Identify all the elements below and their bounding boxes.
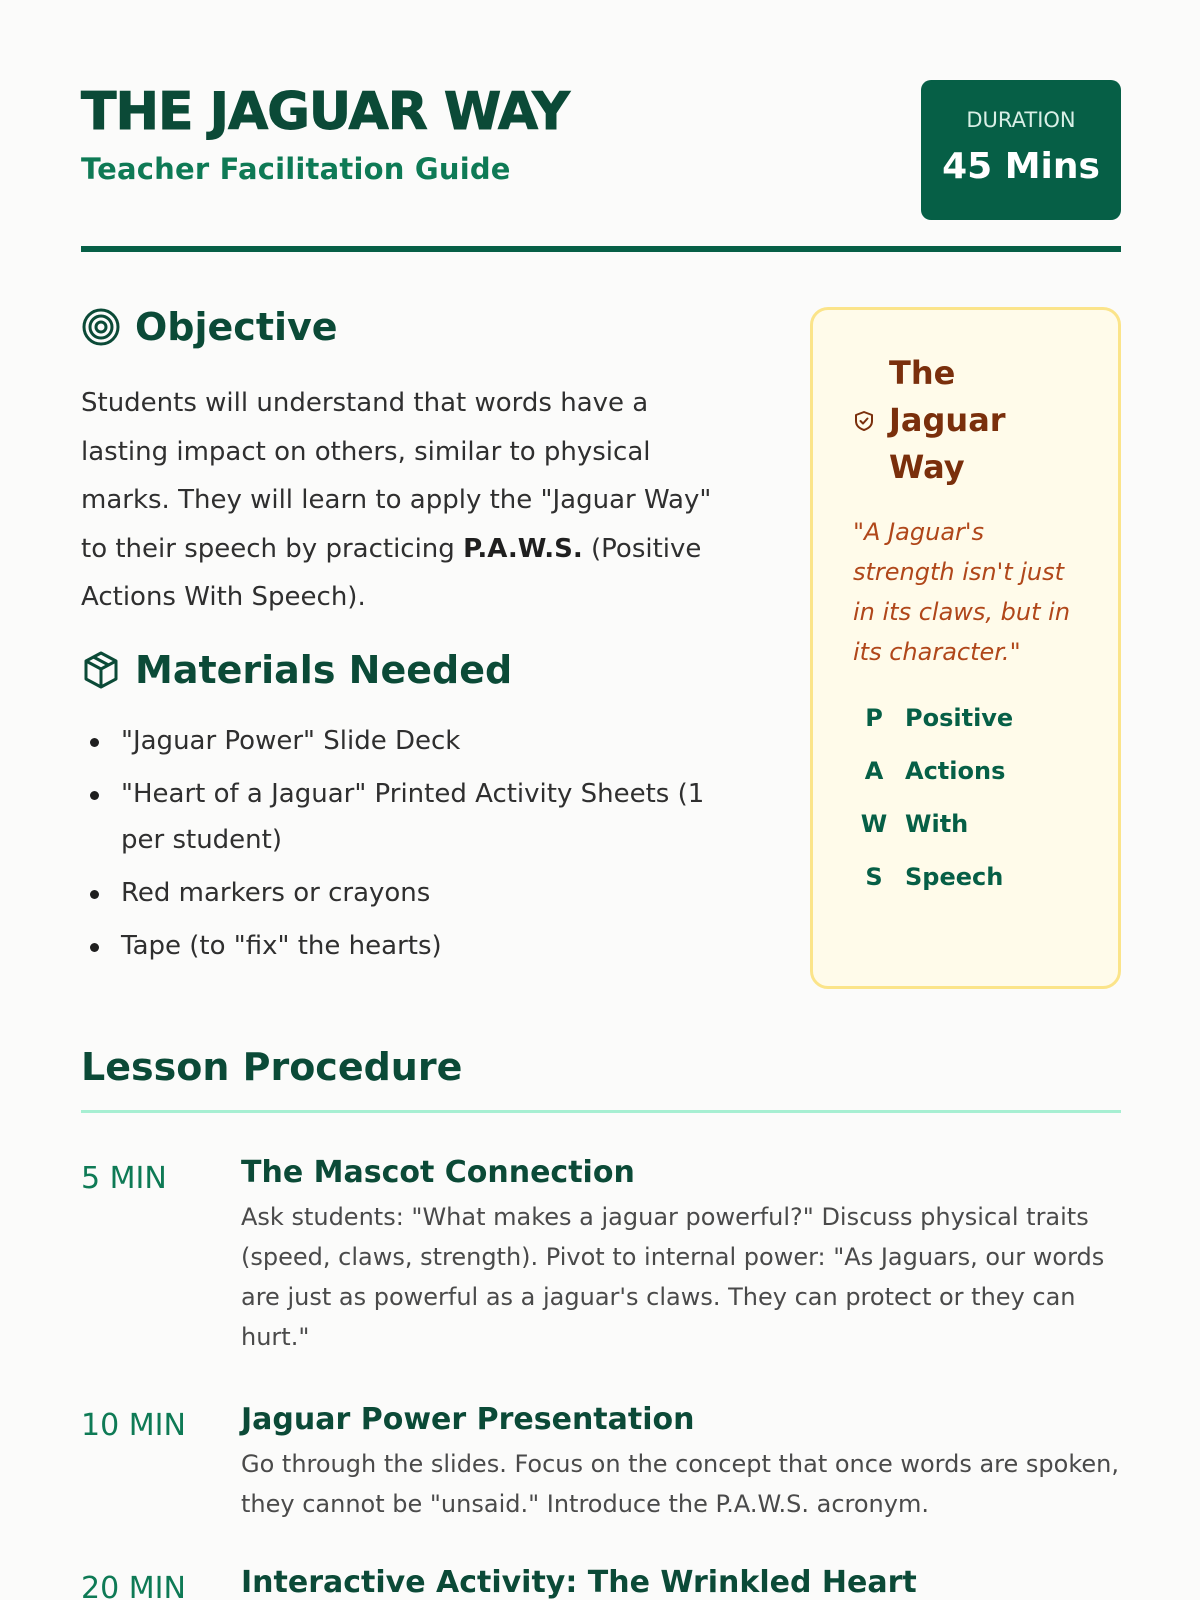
objective-text-end: (Positive Actions With Speech). (81, 533, 702, 612)
card-quote: "A Jaguar's strength isn't just in its claws, but in its character." (853, 518, 1071, 666)
paws-word: Positive (905, 703, 1014, 732)
duration-value: 45 Mins (942, 146, 1100, 187)
paws-acronym: P.A.W.S. (463, 533, 583, 564)
step-body (241, 1402, 1121, 1524)
paws-word: Speech (905, 862, 1004, 891)
page-subtitle: Teacher Facilitation Guide (81, 152, 511, 186)
objective-title: Objective (135, 305, 338, 349)
paws-word: Actions (905, 756, 1006, 785)
materials-list (81, 718, 741, 969)
duration-label: DURATION (966, 108, 1076, 132)
paws-list (853, 691, 1093, 903)
jaguar-way-card (810, 307, 1121, 989)
lesson-page (81, 0, 1121, 1600)
paws-row (853, 691, 1093, 744)
step-time: 10 MIN (81, 1408, 186, 1443)
step-title: Jaguar Power Presentation (241, 1402, 695, 1437)
materials-title: Materials Needed (135, 647, 513, 692)
box-icon (81, 650, 121, 690)
step-title: The Mascot Connection (241, 1155, 635, 1190)
paws-letter: A (864, 756, 884, 785)
paws-row (853, 797, 1093, 850)
shield-icon (853, 410, 875, 432)
page-header (81, 80, 1121, 254)
page-title: THE JAGUAR WAY (81, 82, 569, 142)
list-item: Red markers or crayons (81, 870, 741, 916)
duration-badge (921, 80, 1121, 220)
step-description: Ask students: "What makes a jaguar powerful?" Discuss physical traits (speed, claws, strength). Pivot to internal power: "As Jaguars, our words are just as powerful as a jaguar's claws. They can protect or they can hurt." (241, 1203, 1105, 1351)
paws-letter: W (860, 809, 888, 838)
paws-letter: P (865, 703, 883, 732)
card-title-text: The Jaguar Way (889, 354, 1006, 486)
step-time: 5 MIN (81, 1161, 167, 1196)
objective-text (81, 379, 741, 622)
step-description: Go through the slides. Focus on the concept that once words are spoken, they cannot be "unsaid." Introduce the P.A.W.S. acronym. (241, 1450, 1119, 1518)
list-item: "Heart of a Jaguar" Printed Activity Sheets (1 per student) (81, 771, 741, 863)
target-icon (81, 307, 121, 347)
objective-heading (81, 305, 741, 349)
card-title (853, 350, 1039, 491)
step-time: 20 MIN (81, 1571, 186, 1600)
paws-row (853, 850, 1093, 903)
list-item: "Jaguar Power" Slide Deck (81, 718, 741, 764)
list-item: Tape (to "fix" the hearts) (81, 923, 741, 969)
paws-word: With (905, 809, 969, 838)
procedure-title: Lesson Procedure (81, 1045, 463, 1089)
step-body (241, 1565, 1121, 1600)
header-divider (81, 246, 1121, 252)
paws-letter: S (865, 862, 883, 891)
main-column (81, 305, 741, 976)
materials-heading (81, 648, 741, 692)
step-body (241, 1155, 1121, 1357)
step-title: Interactive Activity: The Wrinkled Heart (241, 1565, 917, 1600)
paws-row (853, 744, 1093, 797)
objective-text-start: Students will understand that words have a lasting impact on others, similar to physical marks. They will learn to apply the "Jaguar Way" to their speech by practicing (81, 388, 712, 564)
procedure-divider (81, 1110, 1121, 1113)
